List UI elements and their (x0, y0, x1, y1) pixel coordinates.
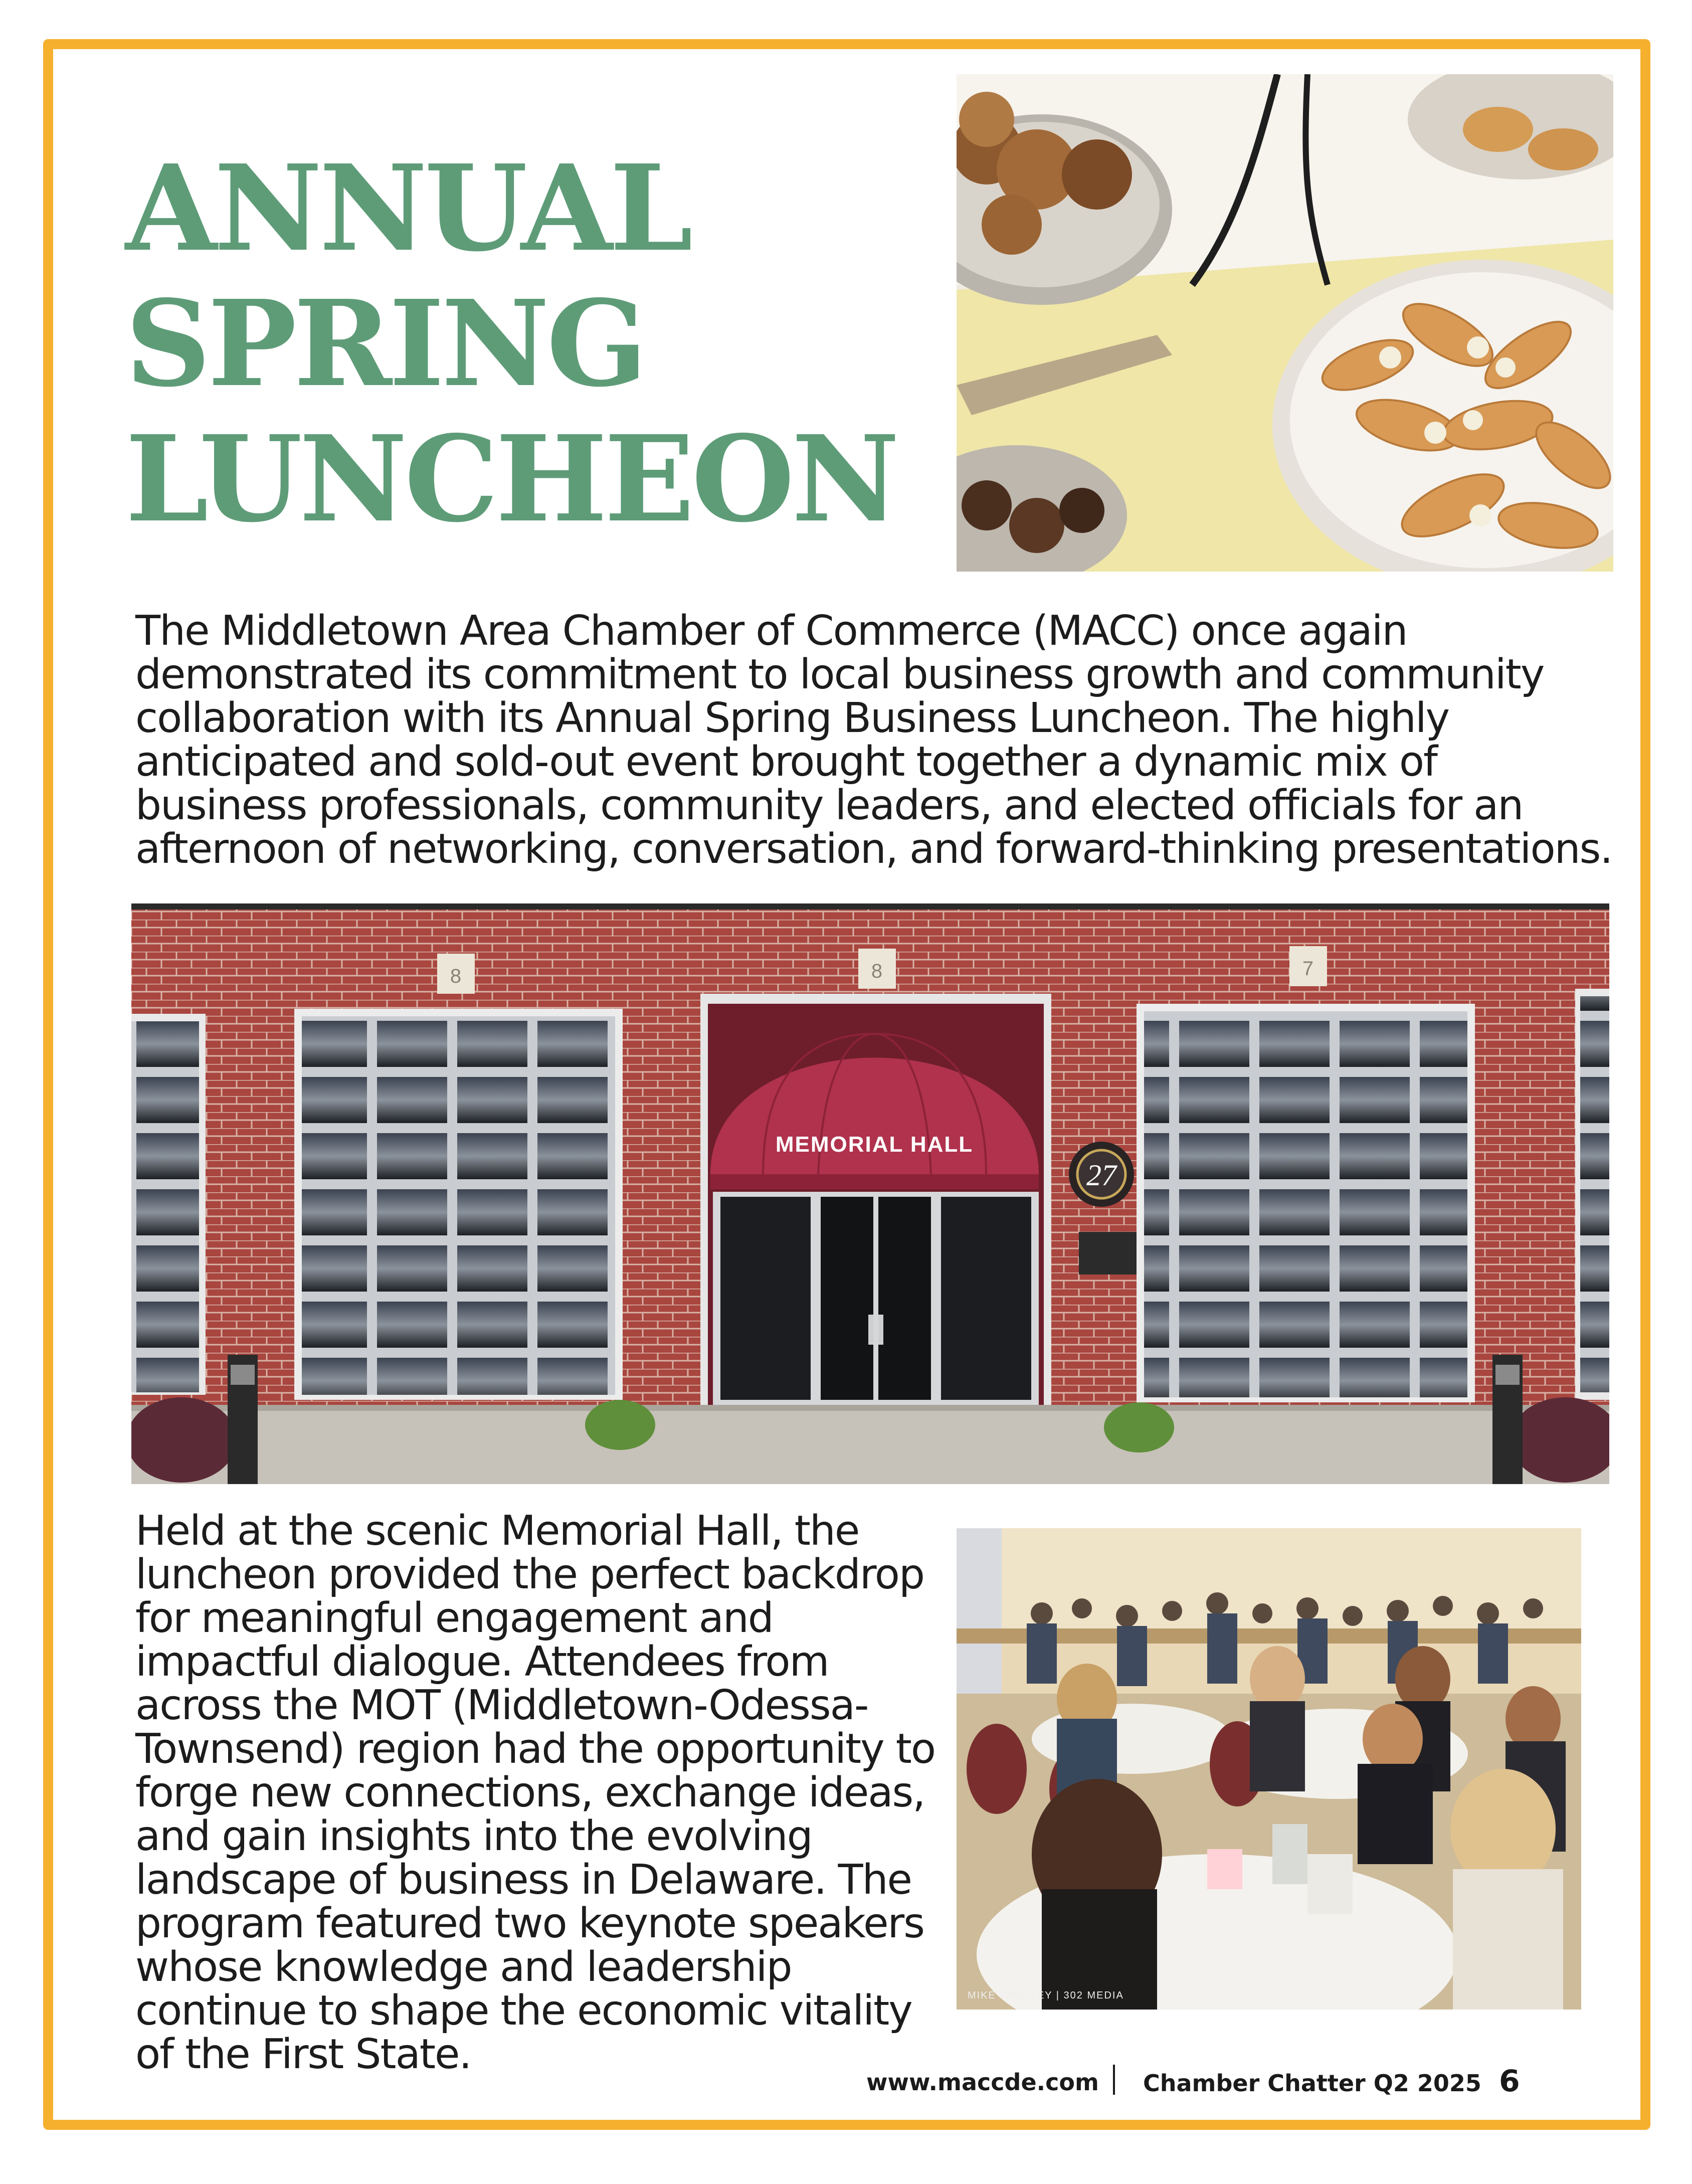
article-title (125, 140, 937, 547)
bay-number: 8 (871, 960, 883, 982)
footer-website: www.maccde.com (866, 2069, 1099, 2096)
dessert-photo (957, 74, 1613, 572)
bay-number: 8 (450, 965, 462, 987)
company-badge-number: 27 (1086, 1159, 1116, 1192)
footer-divider (1113, 2065, 1115, 2095)
bay-number: 7 (1302, 958, 1314, 980)
awning-sign: MEMORIAL HALL (775, 1132, 974, 1157)
dessert-illustration (957, 74, 1613, 572)
memorial-hall-illustration (131, 903, 1609, 1484)
attendees-illustration (957, 1528, 1581, 2010)
footer-publication: Chamber Chatter Q2 2025 (1143, 2070, 1481, 2097)
photo-credit: MIKE WINDLEY | 302 MEDIA (968, 1990, 1124, 2001)
luncheon-attendees-photo (957, 1528, 1581, 2010)
title-line: SPRING (125, 274, 645, 413)
title-line: LUNCHEON (125, 409, 897, 549)
title-line: ANNUAL (125, 138, 690, 278)
body-paragraph: Held at the scenic Memorial Hall, the luncheon provided the perfect backdrop for meaningful engagement and impactful dialogue. Attendees from across the MOT (Middletown-Odessa-Townsend) region had the opportunity to forge new connections, exchange ideas, and gain insights into the evolving landscape of business in Delaware. The program featured two keynote speakers whose knowledge and leadership continue to shape the economic vitality of the First State. (135, 1507, 935, 2078)
page-footer (802, 2061, 1604, 2106)
page-number: 6 (1499, 2064, 1520, 2099)
intro-paragraph: The Middletown Area Chamber of Commerce (MACC) once again demonstrated its commitment to local business growth and community collaboration with its Annual Spring Business Luncheon. The highly anticipated and sold-out event brought together a dynamic mix of business professionals, community leaders, and elected officials for an afternoon of networking, conversation, and forward-thinking presentations. (135, 607, 1612, 873)
memorial-hall-photo (131, 903, 1609, 1484)
